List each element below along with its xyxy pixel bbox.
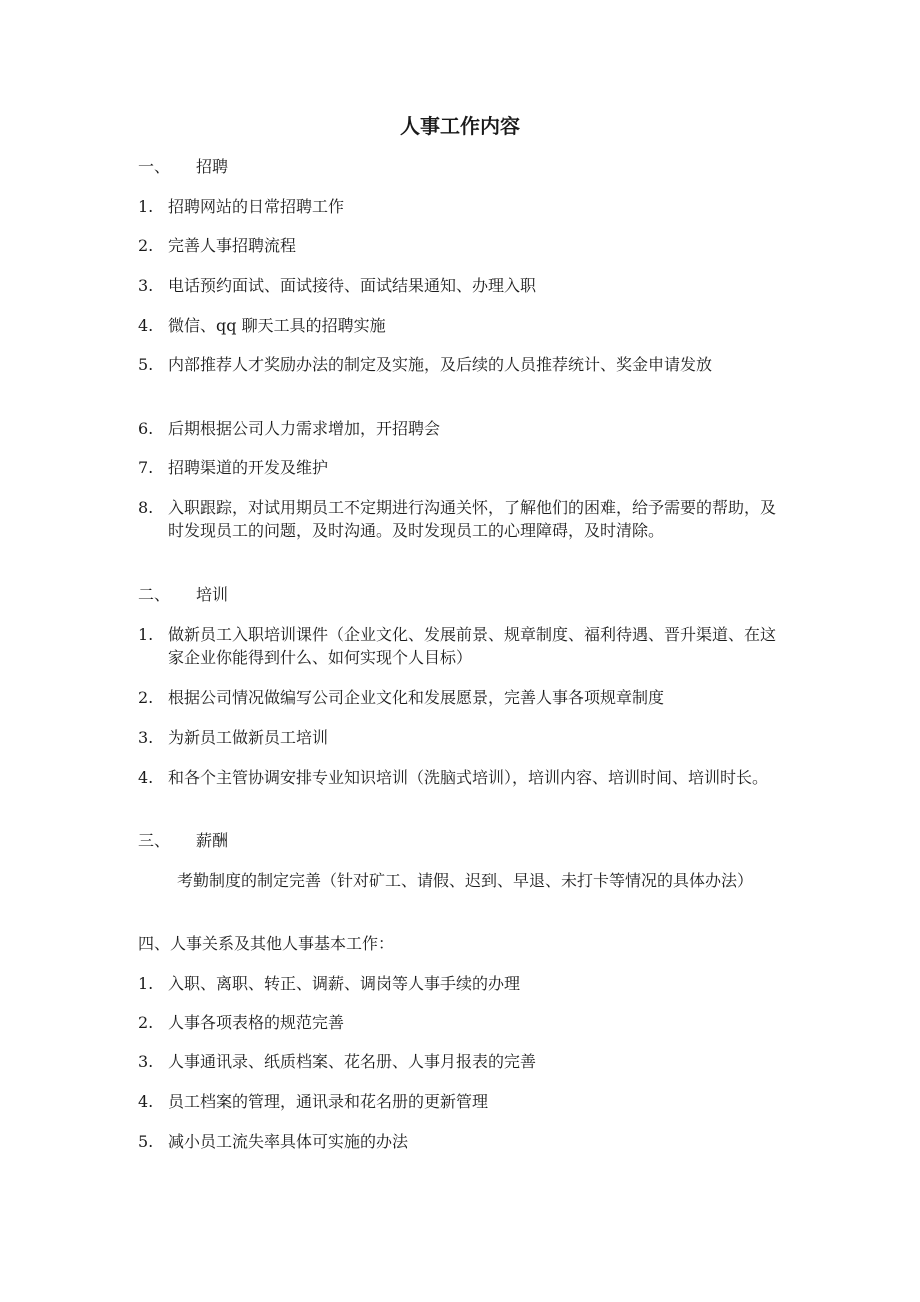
item-text: 入职、离职、转正、调薪、调岗等人事手续的办理 bbox=[168, 974, 521, 993]
section-heading-compensation bbox=[138, 829, 778, 852]
item-number: 8. bbox=[138, 498, 154, 517]
list-item bbox=[138, 195, 783, 218]
item-number: 5. bbox=[138, 355, 154, 374]
list-item bbox=[138, 1011, 783, 1034]
item-text: 电话预约面试、面试接待、面试结果通知、办理入职 bbox=[168, 276, 537, 295]
item-text: 根据公司情况做编写公司企业文化和发展愿景，完善人事各项规章制度 bbox=[168, 688, 665, 707]
list-item bbox=[138, 1050, 783, 1073]
item-text: 和各个主管协调安排专业知识培训（洗脑式培训），培训内容、培训时间、培训时长。 bbox=[168, 768, 769, 787]
item-text: 员工档案的管理，通讯录和花名册的更新管理 bbox=[168, 1092, 489, 1111]
item-number: 1. bbox=[138, 197, 154, 216]
item-text: 招聘网站的日常招聘工作 bbox=[168, 197, 345, 216]
item-number: 4. bbox=[138, 316, 154, 335]
item-text: 内部推荐人才奖励办法的制定及实施，及后续的人员推荐统计、奖金申请发放 bbox=[168, 355, 713, 374]
item-text: 为新员工做新员工培训 bbox=[168, 728, 329, 747]
list-item bbox=[138, 353, 783, 376]
item-number: 2. bbox=[138, 1013, 154, 1032]
list-item bbox=[138, 274, 783, 297]
list-item bbox=[138, 686, 783, 709]
list-item bbox=[138, 314, 783, 337]
item-number: 2. bbox=[138, 236, 154, 255]
item-number: 1. bbox=[138, 625, 154, 644]
section-heading-training bbox=[138, 583, 778, 606]
section-number: 三、 bbox=[138, 831, 171, 850]
list-item bbox=[138, 234, 783, 257]
item-text: 入职跟踪，对试用期员工不定期进行沟通关怀，了解他们的困难，给予需要的帮助，及时发现员工的问题，及时沟通。及时发现员工的心理障碍，及时清除。 bbox=[168, 498, 777, 540]
item-number: 1. bbox=[138, 974, 154, 993]
list-item bbox=[138, 1090, 783, 1113]
section-title: 招聘 bbox=[196, 157, 229, 176]
list-item bbox=[138, 726, 783, 749]
list-item bbox=[138, 766, 783, 789]
document-title: 人事工作内容 bbox=[400, 114, 520, 138]
list-item bbox=[138, 417, 783, 440]
item-text: 招聘渠道的开发及维护 bbox=[168, 458, 329, 477]
section-title: 培训 bbox=[196, 585, 229, 604]
item-number: 4. bbox=[138, 768, 154, 787]
section-number: 四、 bbox=[138, 934, 171, 953]
item-number: 2. bbox=[138, 688, 154, 707]
item-text: 微信、qq 聊天工具的招聘实施 bbox=[168, 316, 386, 335]
section-number: 二、 bbox=[138, 585, 171, 604]
section-heading-recruitment bbox=[138, 155, 778, 178]
item-text: 人事各项表格的规范完善 bbox=[168, 1013, 345, 1032]
item-number: 5. bbox=[138, 1132, 154, 1151]
item-number: 7. bbox=[138, 458, 154, 477]
item-number: 3. bbox=[138, 728, 154, 747]
list-item bbox=[138, 623, 783, 669]
item-text: 人事通讯录、纸质档案、花名册、人事月报表的完善 bbox=[168, 1052, 537, 1071]
item-number: 3. bbox=[138, 276, 154, 295]
list-item bbox=[138, 456, 783, 479]
item-text: 完善人事招聘流程 bbox=[168, 236, 297, 255]
section-title: 人事关系及其他人事基本工作： bbox=[170, 934, 395, 953]
item-number: 4. bbox=[138, 1092, 154, 1111]
item-text: 做新员工入职培训课件（企业文化、发展前景、规章制度、福利待遇、晋升渠道、在这家企业你能得到什么、如何实现个人目标） bbox=[168, 625, 777, 667]
section-number: 一、 bbox=[138, 157, 171, 176]
item-text: 减小员工流失率具体可实施的办法 bbox=[168, 1132, 409, 1151]
list-item bbox=[138, 496, 783, 542]
section-paragraph bbox=[177, 869, 783, 892]
item-number: 3. bbox=[138, 1052, 154, 1071]
section-title: 薪酬 bbox=[196, 831, 229, 850]
list-item bbox=[138, 972, 783, 995]
item-text: 后期根据公司人力需求增加，开招聘会 bbox=[168, 419, 441, 438]
section-heading-personnel bbox=[138, 932, 778, 955]
list-item bbox=[138, 1130, 783, 1153]
item-number: 6. bbox=[138, 419, 154, 438]
paragraph-text: 考勤制度的制定完善（针对矿工、请假、迟到、早退、未打卡等情况的具体办法） bbox=[177, 871, 754, 890]
